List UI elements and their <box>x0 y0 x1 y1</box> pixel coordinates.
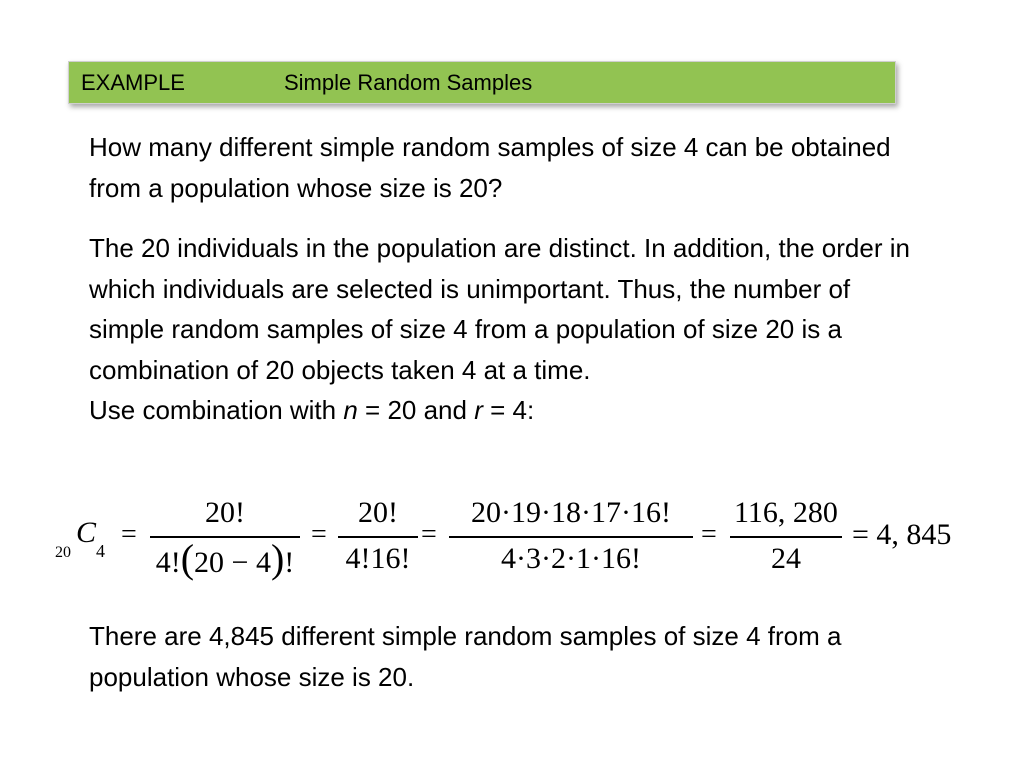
n-variable: n <box>343 395 358 425</box>
fraction-3 <box>449 498 693 578</box>
fraction-3-bar <box>449 536 693 538</box>
question-text: How many different simple random samples of size 4 can be obtained from a population whose size is 20? <box>89 132 891 203</box>
fraction-1-denominator: 4!(20 − 4)! <box>155 536 295 581</box>
fraction-2-bar <box>338 536 418 538</box>
formula-r-subscript: 4 <box>96 541 105 561</box>
equals-sign: = <box>311 519 327 550</box>
example-title: Simple Random Samples <box>284 70 533 95</box>
fraction-2-denominator: 4!16! <box>345 542 411 575</box>
conclusion-text: There are 4,845 different simple random samples of size 4 from a population whose size is 20. <box>89 621 842 692</box>
fraction-4 <box>730 498 842 578</box>
formula-c-symbol: C <box>76 516 97 549</box>
combination-line: Use combination with n = 20 and r = 4: <box>89 395 535 425</box>
equals-sign: = <box>121 519 137 550</box>
fraction-4-bar <box>730 536 842 538</box>
fraction-1-numerator: 20! <box>205 496 245 529</box>
formula-result: = 4, 845 <box>852 518 952 551</box>
fraction-1 <box>150 496 300 581</box>
fraction-3-denominator: 4·3·2·1·16! <box>501 542 641 575</box>
fraction-2 <box>338 498 418 578</box>
formula-n-prefix: 20 <box>55 544 71 561</box>
fraction-2-numerator: 20! <box>358 496 398 529</box>
r-variable: r <box>474 395 483 425</box>
fraction-4-numerator: 116, 280 <box>734 496 838 529</box>
equals-sign: = <box>421 519 437 550</box>
explanation-text: The 20 individuals in the population are distinct. In addition, the order in which individuals are selected is unimportant. Thus, the number of simple random samples of size 4 from a population of size 20 is a combination of 20 objects taken 4 at a time. <box>89 233 910 385</box>
fraction-4-denominator: 24 <box>771 542 801 575</box>
equals-sign: = <box>701 519 717 550</box>
explanation-block <box>89 228 919 431</box>
fraction-3-numerator: 20·19·18·17·16! <box>471 496 671 529</box>
example-header <box>68 61 896 104</box>
example-tag: EXAMPLE <box>81 70 185 95</box>
